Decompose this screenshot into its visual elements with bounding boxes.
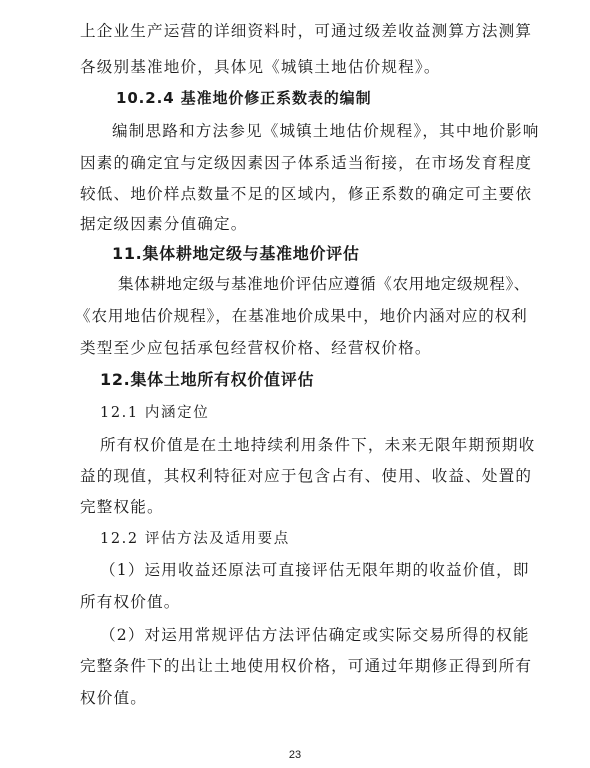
body-text-line: 因素的确定宜与定级因素因子体系适当衔接，在市场发育程度 [80,154,533,172]
body-text-line: 各级别基准地价，具体见《城镇土地估价规程》。 [80,58,441,76]
body-text-line: 完整条件下的出让土地使用权价格，可通过年期修正得到所有 [80,657,533,675]
body-text-line: 集体耕地定级与基准地价评估应遵循《农用地定级规程》、 [118,275,530,293]
body-text-line: （1）运用收益还原法可直接评估无限年期的收益价值，即 [100,561,530,579]
body-text-line: 较低、地价样点数量不足的区域内，修正系数的确定可主要依 [80,185,533,203]
page-number: 23 [288,749,302,761]
section-heading-12-2: 12.2 评估方法及适用要点 [100,531,290,547]
section-heading-12-1: 12.1 内涵定位 [100,405,210,421]
body-text-line: 据定级因素分值确定。 [80,215,248,233]
section-heading-12: 12.集体土地所有权价值评估 [100,370,315,389]
body-text-line: 类型至少应包括承包经营权价格、经营权价格。 [80,339,432,357]
body-text-line: 《农用地估价规程》，在基准地价成果中，地价内涵对应的权利 [75,307,528,325]
body-text-line: 权价值。 [80,689,147,707]
body-text-line: 所有权价值是在土地持续利用条件下，未来无限年期预期收 [100,436,536,454]
body-text-line: 上企业生产运营的详细资料时，可通过级差收益测算方法测算 [80,22,533,40]
body-text-line: 所有权价值。 [80,593,181,611]
section-heading-10-2-4: 10.2.4 基准地价修正系数表的编制 [116,89,372,107]
body-text-line: 完整权能。 [80,498,164,516]
body-text-line: 编制思路和方法参见《城镇土地估价规程》，其中地价影响 [112,122,540,140]
body-text-line: （2）对运用常规评估方法评估确定或实际交易所得的权能 [100,626,530,644]
body-text-line: 益的现值，其权利特征对应于包含占有、使用、收益、处置的 [80,467,533,485]
section-heading-11: 11.集体耕地定级与基准地价评估 [112,244,360,263]
